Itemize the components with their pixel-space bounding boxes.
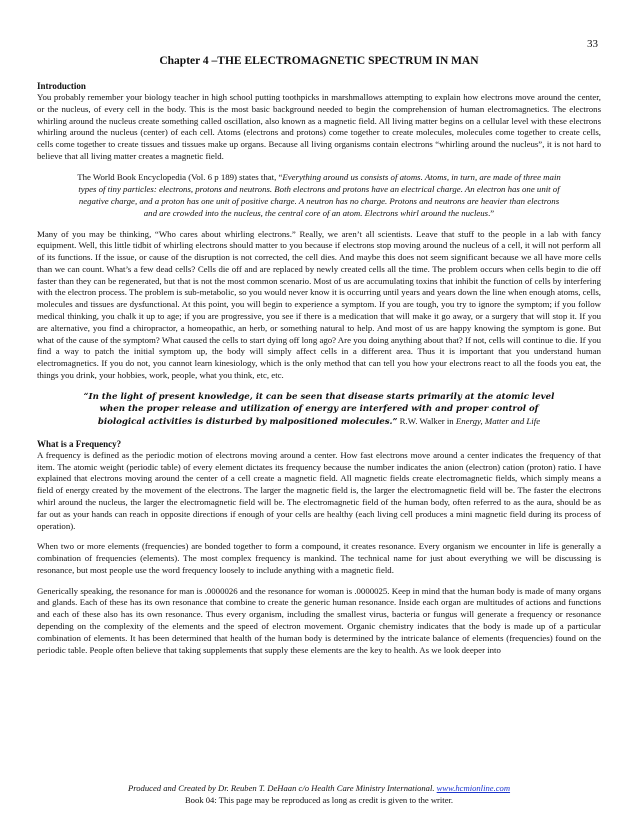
encyclopedia-quote [73, 172, 565, 220]
walker-quote [81, 391, 557, 429]
quote-lead: The World Book Encyclopedia (Vol. 6 p 189) states that, “ [77, 171, 283, 182]
footer-credit: Produced and Created by Dr. Reuben T. DeHaan c/o Health Care Ministry International. [127, 783, 437, 793]
quote-close: .” [488, 207, 495, 218]
frequency-paragraph: When two or more elements (frequencies) are bonded together to form a compound, it creates resonance. Every organism we encounter in life is generally a combination of frequencies (elements). The most complex frequency is mankind. The technical name for just about everything we will be discussing is resonance, but most people use the word frequency loosely to include anything with a magnetic field. [37, 541, 601, 575]
frequency-paragraph: Generically speaking, the resonance for man is .0000026 and the resonance for woman is .0000025. Keep in mind that the human body is made of many organs and glands. Each of these has its own resonance that combine to create the generic human resonance. Inside each organ are multitudes of actions and functions and each of these also has its own resonance. Thus every organism, including the smallest virus, bacteria or fungus will generate a frequency or resonance depending on the complexity of the elements and the speed of electron movement. Organic chemistry indicates that the body is made up of a particular combination of elements. It has been determined that health of the human body is determined by the intricate balance of elements (frequencies) found on the periodic table. People often believe that taking supplements that supply these elements are the key to health. As we look deeper into [37, 585, 601, 655]
frequency-heading: What is a Frequency? [37, 438, 122, 449]
walker-quote-author: R.W. Walker in [397, 416, 456, 427]
footer-note: Book 04: This page may be reproduced as long as credit is given to the writer. [184, 794, 454, 805]
chapter-title: Chapter 4 –THE ELECTROMAGNETIC SPECTRUM IN MAN [159, 55, 479, 67]
walker-quote-text: “In the light of present knowledge, it can be seen that disease starts primarily at the atomic level when the proper release and utilization of energy are interfered with and proper control of biological activities is disturbed by malpositioned molecules.” [83, 391, 555, 428]
quote-text: Everything around us consists of atoms. Atoms, in turn, are made of three main types of tiny particles: electrons, protons and neutrons. Both electrons and protons have an electrical charge. An electron has one unit of negative charge, and a proton has one unit of positive charge. A neutron has no charge. Protons and neutrons are heavier than electrons and are crowded into the nucleus, the central core of an atom. Electrons whirl around the nucleus [78, 171, 561, 218]
walker-quote-source: Energy, Matter and Life [455, 416, 541, 427]
frequency-paragraph: A frequency is defined as the periodic motion of electrons moving around a center. How fast electrons move around a center indicates the frequency of that item. The atomic weight (periodic table) of every element dictates its frequency because the number indicates the anion (electron) cation (proton) ratio. I have explained that electrons moving around the center of a cell create a magnetic field. All magnetic fields create electromagnetic fields, which simply means a field of energy created by the movement of the electrons. The larger the magnetic field is, the larger the electromagnetic field will be. The faster the electrons whirl around the nucleus, the larger the electromagnetic field will be. The electromagnetic field of the human body, often referred to as the aura, should be as far out as your hands can reach in opposite directions if enough of your cells are healthy (each living cell produces a mini magnetic field during its process of operation). [37, 449, 601, 531]
page-content [37, 80, 601, 656]
page-number: 33 [587, 38, 598, 50]
page-footer [0, 783, 638, 806]
footer-link[interactable]: www.hcmionline.com [436, 783, 511, 793]
intro-heading: Introduction [37, 81, 86, 91]
intro-paragraph: You probably remember your biology teacher in high school putting toothpicks in marshmallows attempting to explain how electrons move around the center, or the nucleus, of every cell in the body. This is the most basic background needed to begin the comprehension of human electromagnetics. The electrons whirling around the nucleus create something called oscillation, also known as a magnetic field. All living matter begins on a cellular level with these electrons whirling around the nucleus (center) of each cell. Atoms (electrons and protons) come together to create molecules, molecules come together to create cells, cells come together to create tissues and tissues make up organs. Because all living organisms contain electrons “whirling around the nucleus”, it is not hard to believe that all living matter creates a magnetic field. [37, 92, 601, 161]
body-paragraph: Many of you may be thinking, “Who cares about whirling electrons.” Really, we aren’t all scientists. Leave that stuff to the people in a lab with fancy equipment. Well, this little tidbit of whirling electrons should matter to you because if electrons stop moving around the nucleus of a cell, it will not perform all of its functions. If the issue, or cause of the disruption is not corrected, the cell dies. And maybe this does not seem significant because we all have more cells than we can count. What’s a few dead cells? Cells die off and are replaced by newly created cells all the time. The problem occurs when cells begin to die off faster than they can be regenerated, but that is not the most common scenario. Most of us are accumulating toxins that inhibit the function of cells by interfering with the electron process. The problem is sub-metabolic, so you would never know it is occurring until years and years down the line when enough atoms, cells, molecules and tissues are dysfunctional. At this point, you will begin to experience a symptom. If you are tough, you try to ignore the symptom; if you follow medical thinking, you chalk it up to age; if you are progressive, you see if there is a medication that will make it go away, or a surgery that will stop it. If you are alternative, you find a chiropractor, a homeopathic, an herb, or something natural to help. And most of us are happy knowing the symptom is gone. But what of the cause of the symptom? What caused the cells to start dying off long ago? Are you doing anything about that? If not, cells will continue to die. If you find a way to patch the initial symptom up, the body will simply affect cells in a different area. Thus it is important that you understand human electromagnetics. If you do not, you cannot learn kinesiology, which is the only method that can tell you how your electrons react to all the foods you eat, the things you drink, your hobbies, work, people, what you think, etc, etc. [37, 228, 601, 380]
